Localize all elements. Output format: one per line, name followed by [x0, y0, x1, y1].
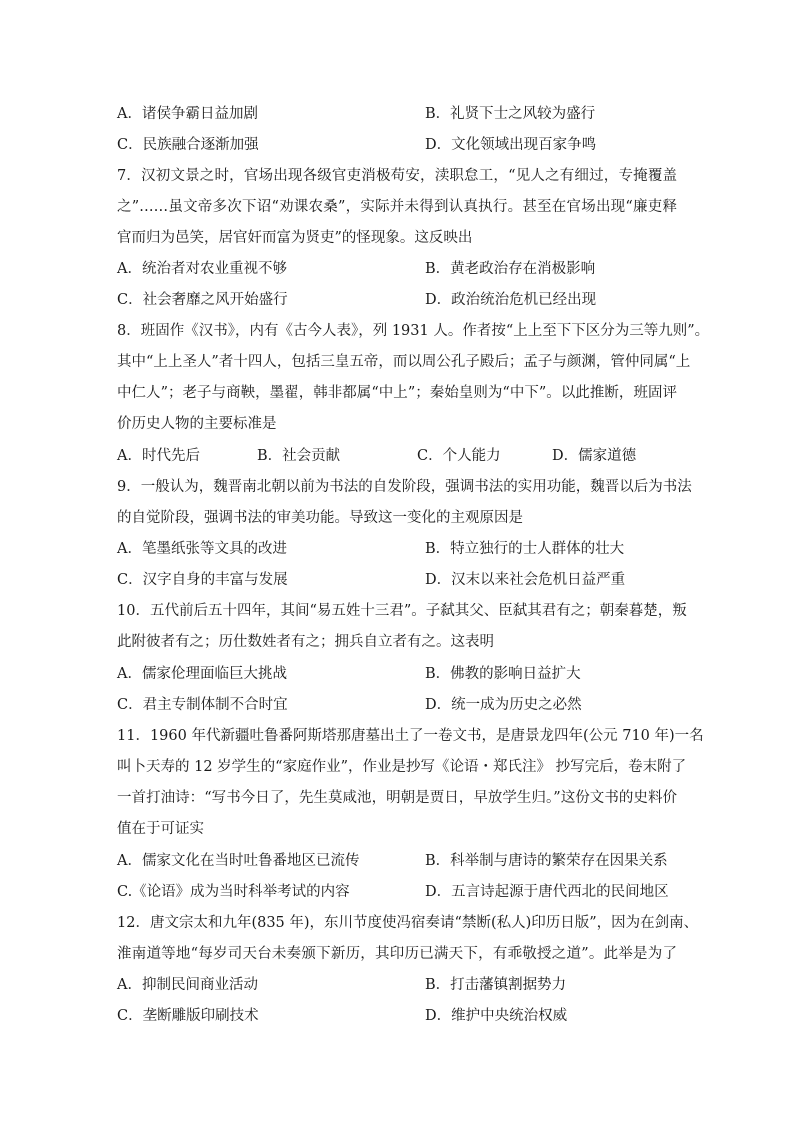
q11-stem-line-3: 一首打油诗：“写书今日了，先生莫咸池，明朝是贾日，早放学生归。”这份文书的史料价	[117, 790, 677, 806]
q7-stem-line-2: 之”……虽文帝多次下诏“劝课农桑”，实际并未得到认真执行。甚至在官场出现“廉吏释	[117, 199, 677, 215]
q8-stem-line-1: 8．班固作《汉书》，内有《古今人表》，列 1931 人。作者按“上上至下下区分为三等九则”。	[117, 323, 710, 339]
q10-option-d: D．统一成为历史之必然	[425, 697, 582, 713]
q8-stem-line-2: 其中“上上圣人”者十四人，包括三皇五帝，而以周公孔子殿后；孟子与颜渊，管仲同属“上	[117, 354, 691, 370]
q9-option-a: A．笔墨纸张等文具的改进	[117, 541, 287, 557]
q12-stem-line-1: 12．唐文宗太和九年(835 年)，东川节度使冯宿奏请“禁断(私人)印历日版”，因为在剑南、	[117, 915, 699, 931]
q10-option-a: A．儒家伦理面临巨大挑战	[117, 666, 287, 682]
q10-option-b: B．佛教的影响日益扩大	[425, 666, 581, 682]
q8-stem-line-3: 中仁人”；老子与商鞅，墨翟，韩非都属“中上”；秦始皇则为“中下”。以此推断，班固评	[117, 385, 677, 401]
q7-option-b: B．黄老政治存在消极影响	[425, 261, 596, 277]
q11-option-d: D．五言诗起源于唐代西北的民间地区	[425, 884, 669, 900]
q12-option-d: D．维护中央统治权威	[425, 1008, 568, 1024]
q6-option-c: C．民族融合逐渐加强	[117, 137, 259, 153]
q8-option-c: C．个人能力	[417, 448, 501, 464]
q11-stem-line-1: 11．1960 年代新疆吐鲁番阿斯塔那唐墓出土了一卷文书，是唐景龙四年(公元 710 年)一名	[117, 728, 704, 744]
q6-option-d: D．文化领域出现百家争鸣	[425, 137, 597, 153]
q6-option-b: B．礼贤下士之风较为盛行	[425, 106, 596, 122]
q8-option-b: B．社会贡献	[257, 448, 341, 464]
q7-option-d: D．政治统治危机已经出现	[425, 292, 597, 308]
q12-option-c: C．垄断雕版印刷技术	[117, 1008, 259, 1024]
q10-stem-line-2: 此附彼者有之；历仕数姓者有之；拥兵自立者有之。这表明	[117, 634, 494, 650]
q7-stem-line-3: 官而归为邑笑，居官奸而富为贤吏”的怪现象。这反映出	[117, 230, 473, 246]
q9-stem-line-2: 的自觉阶段，强调书法的审美功能。导致这一变化的主观原因是	[117, 510, 523, 526]
q10-stem-line-1: 10．五代前后五十四年，其间“易五姓十三君”。子弑其父、臣弑其君有之；朝秦暮楚，叛	[117, 603, 687, 619]
q11-stem-line-4: 值在于可证实	[117, 821, 204, 837]
q9-option-b: B．特立独行的士人群体的壮大	[425, 541, 625, 557]
q9-option-d: D．汉末以来社会危机日益严重	[425, 572, 626, 588]
q8-option-a: A．时代先后	[117, 448, 200, 464]
q12-stem-line-2: 淮南道等地“每岁司天台未奏颁下新历，其印历已满天下，有乖敬授之道”。此举是为了	[117, 946, 677, 962]
q11-option-c: C.《论语》成为当时科举考试的内容	[117, 884, 350, 900]
q9-stem-line-1: 9．一般认为，魏晋南北朝以前为书法的自发阶段，强调书法的实用功能，魏晋以后为书法	[117, 479, 692, 495]
q11-option-b: B．科举制与唐诗的繁荣存在因果关系	[425, 853, 668, 869]
q7-option-c: C．社会奢靡之风开始盛行	[117, 292, 288, 308]
q8-option-d: D．儒家道德	[552, 448, 637, 464]
q12-option-a: A．抑制民间商业活动	[117, 977, 258, 993]
q9-option-c: C．汉字自身的丰富与发展	[117, 572, 288, 588]
q7-stem-line-1: 7．汉初文景之时，官场出现各级官吏消极苟安，渎职怠工，“见人之有细过，专掩覆盖	[117, 168, 677, 184]
q12-option-b: B．打击藩镇割据势力	[425, 977, 567, 993]
q8-stem-line-4: 价历史人物的主要标准是	[117, 416, 277, 432]
q11-option-a: A．儒家文化在当时吐鲁番地区已流传	[117, 853, 360, 869]
q7-option-a: A．统治者对农业重视不够	[117, 261, 287, 277]
q10-option-c: C．君主专制体制不合时宜	[117, 697, 288, 713]
q6-option-a: A．诸侯争霸日益加剧	[117, 106, 258, 122]
q11-stem-line-2: 叫卜天寿的 12 岁学生的“家庭作业”，作业是抄写《论语・郑氏注》 抄写完后，卷末附了	[117, 759, 687, 775]
